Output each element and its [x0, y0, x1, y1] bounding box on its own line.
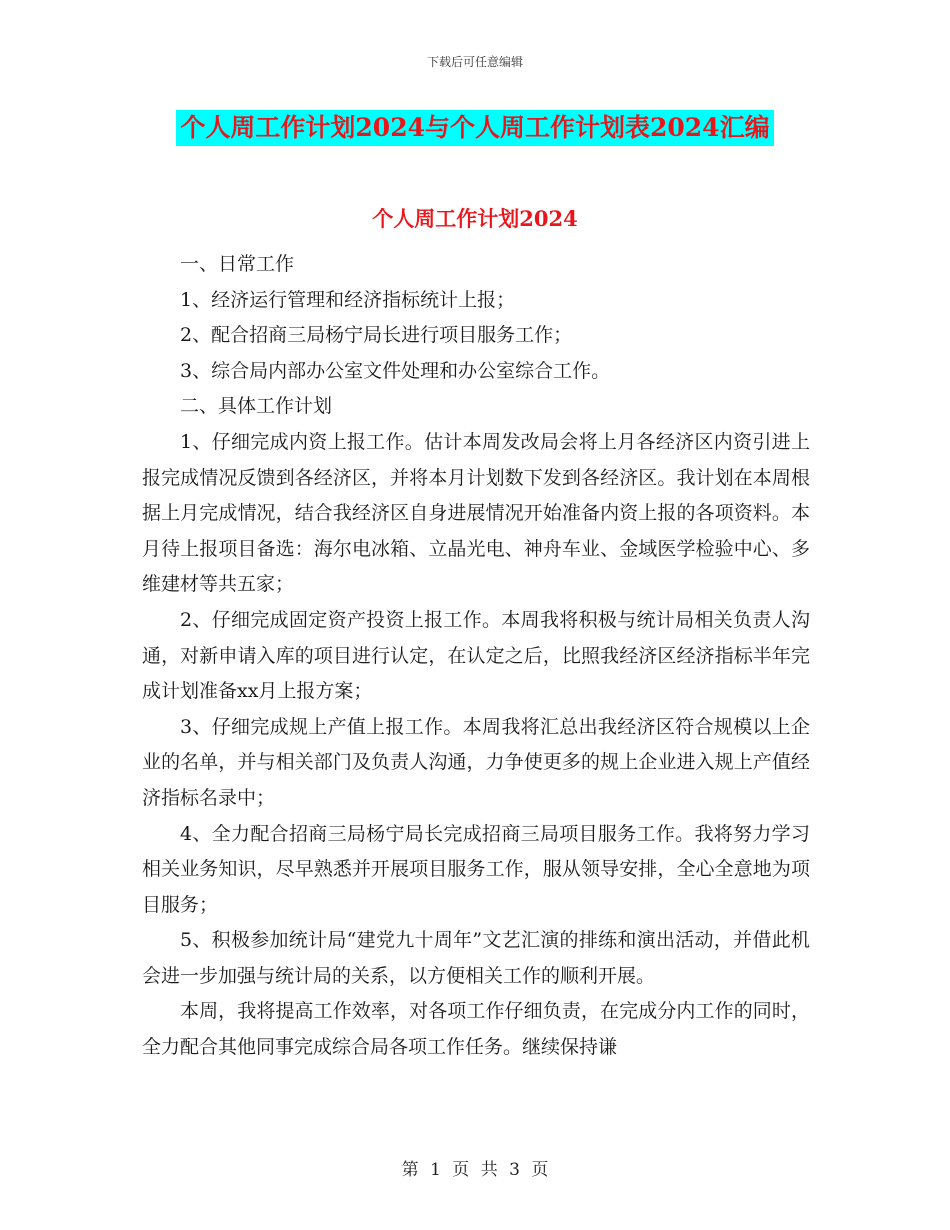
paragraph: 1、仔细完成内资上报工作。估计本周发改局会将上月各经济区内资引进上报完成情况反馈到各经济区，并将本月计划数下发到各经济区。我计划在本周根据上月完成情况，结合我经济区自身进展情况开始准备内资上报的各项资料。本月待上报项目备选：海尔电冰箱、立晶光电、神舟车业、金域医学检验中心、多维建材等共五家；: [142, 430, 810, 596]
header-note: 下载后可任意编辑: [426, 55, 523, 69]
paragraph: 5、积极参加统计局“建党九十周年”文艺汇演的排练和演出活动，并借此机会进一步加强与统计局的关系，以方便相关工作的顺利开展。: [142, 929, 810, 987]
heading-daily-work: 一、日常工作: [180, 253, 295, 275]
paragraph: 2、配合招商三局杨宁局长进行项目服务工作；: [180, 324, 573, 347]
paragraph: 4、全力配合招商三局杨宁局长完成招商三局项目服务工作。我将努力学习相关业务知识，尽早熟悉并开展项目服务工作，服从领导安排，全心全意地为项目服务；: [142, 822, 810, 916]
paragraph: 1、经济运行管理和经济指标统计上报；: [180, 288, 516, 311]
paragraph: 3、仔细完成规上产值上报工作。本周我将汇总出我经济区符合规模以上企业的名单，并与相关部门及负责人沟通，力争使更多的规上企业进入规上产值经济指标名录中；: [142, 715, 810, 809]
paragraph: 3、综合局内部办公室文件处理和办公室综合工作。: [180, 359, 611, 382]
document-title: [0, 110, 950, 146]
page-number: 第 1 页 共 3 页: [401, 1160, 549, 1180]
section-title: 个人周工作计划2024: [372, 206, 578, 231]
heading-specific-plan: 二、具体工作计划: [180, 395, 333, 418]
document-body: [142, 247, 810, 1066]
paragraph: 本周，我将提高工作效率，对各项工作仔细负责，在完成分内工作的同时，全力配合其他同事完成综合局各项工作任务。继续保持谦: [142, 1000, 810, 1059]
paragraph: 2、仔细完成固定资产投资上报工作。本周我将积极与统计局相关负责人沟通，对新申请入库的项目进行认定，在认定之后，比照我经济区经济指标半年完成计划准备xx月上报方案；: [142, 608, 810, 703]
document-title-text: 个人周工作计划2024与个人周工作计划表2024汇编: [176, 110, 773, 146]
